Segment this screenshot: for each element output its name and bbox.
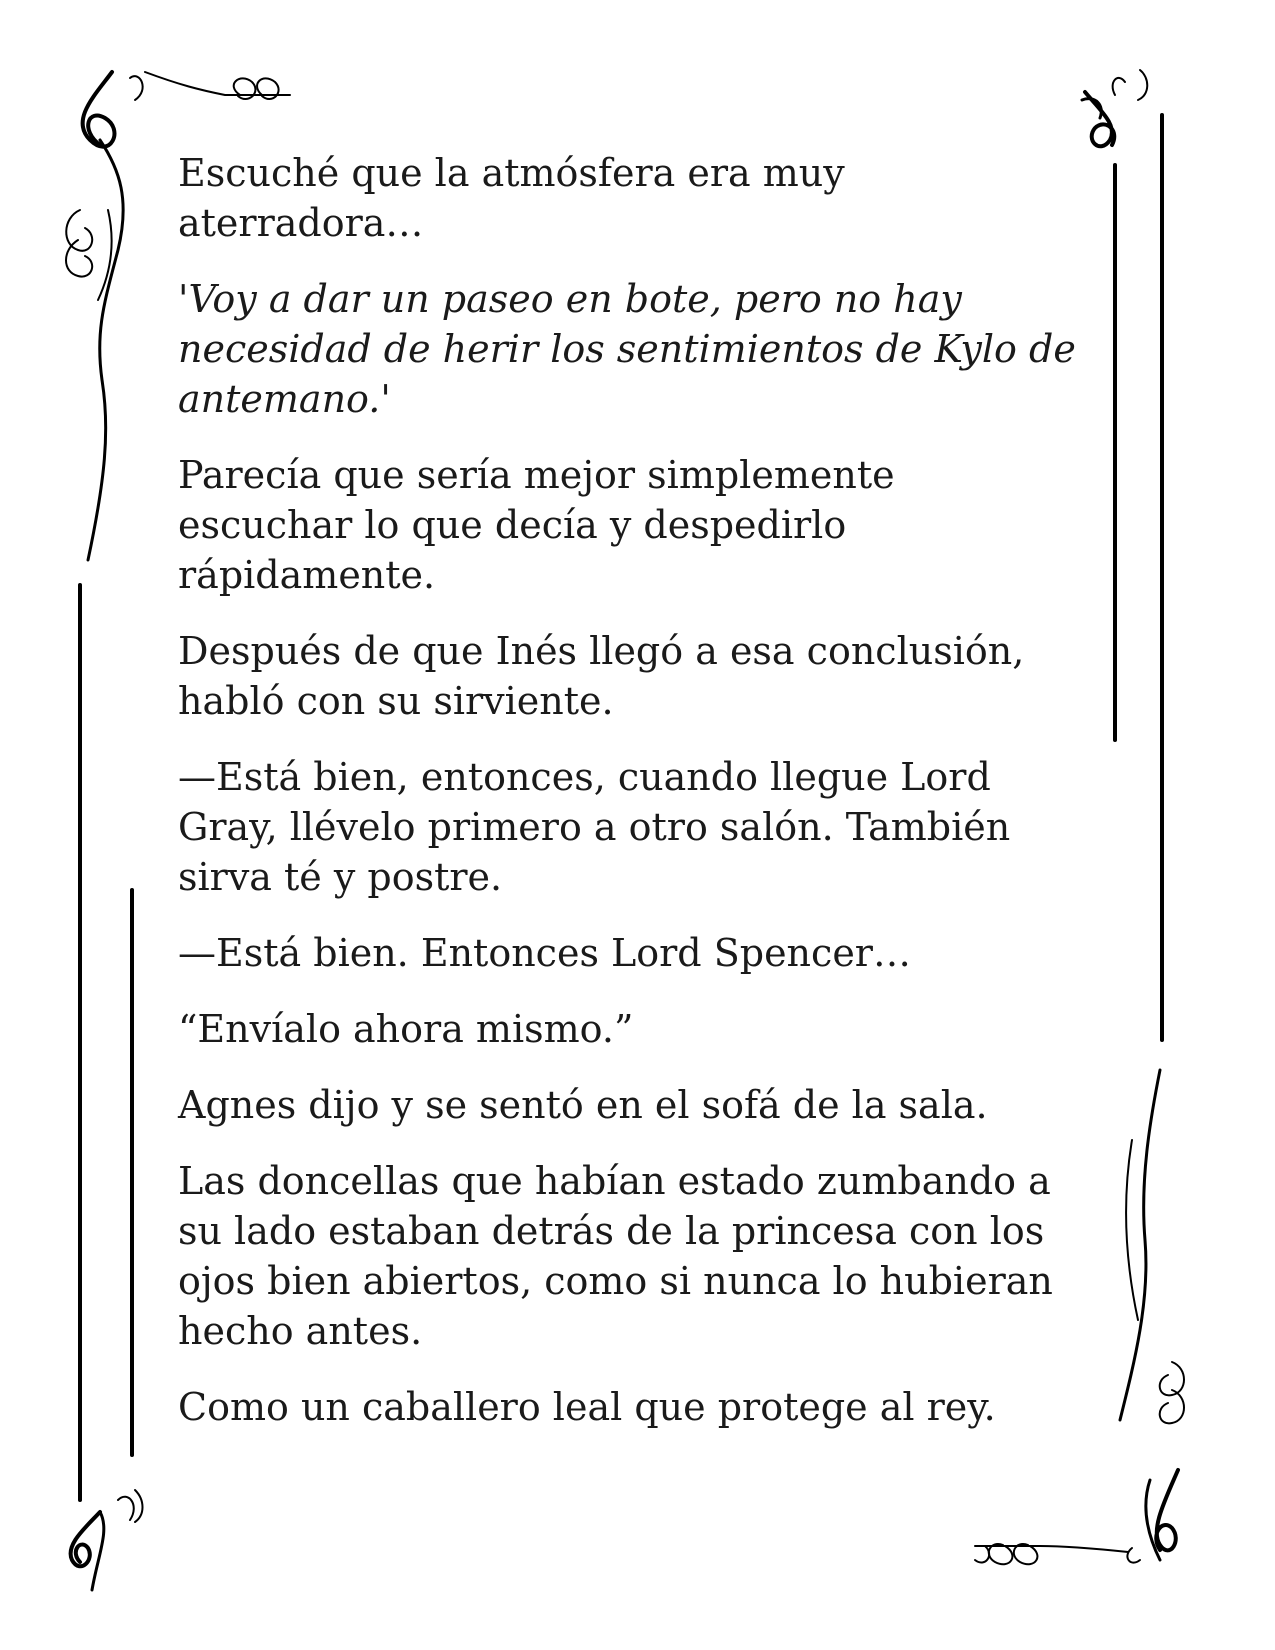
- dialogue-paragraph: —Está bien, entonces, cuando llegue Lord Gray, llévelo primero a otro salón. También sirva té y postre.: [178, 755, 1011, 899]
- paragraph: Agnes dijo y se sentó en el sofá de la sala.: [178, 1083, 988, 1127]
- paragraph: Después de que Inés llegó a esa conclusión, habló con su sirviente.: [178, 629, 1025, 723]
- paragraph: Como un caballero leal que protege al rey.: [178, 1385, 996, 1429]
- bottom-left-flourish-ornament: [71, 1490, 143, 1590]
- dialogue-paragraph: “Envíalo ahora mismo.”: [178, 1007, 634, 1051]
- italic-thought-paragraph: 'Voy a dar un paseo en bote, pero no hay necesidad de herir los sentimientos de Kylo de antemano.': [178, 277, 1076, 421]
- paragraph: Las doncellas que habían estado zumbando a su lado estaban detrás de la princesa con los ojos bien abiertos, como si nunca lo hubieran hecho antes.: [178, 1159, 1053, 1353]
- body-text: [178, 148, 1078, 1458]
- top-right-flourish-ornament: [1082, 70, 1147, 146]
- paragraph: Escuché que la atmósfera era muy aterradora…: [178, 151, 845, 245]
- paragraph: Parecía que sería mejor simplemente escuchar lo que decía y despedirlo rápidamente.: [178, 453, 895, 597]
- dialogue-paragraph: —Está bien. Entonces Lord Spencer…: [178, 931, 911, 975]
